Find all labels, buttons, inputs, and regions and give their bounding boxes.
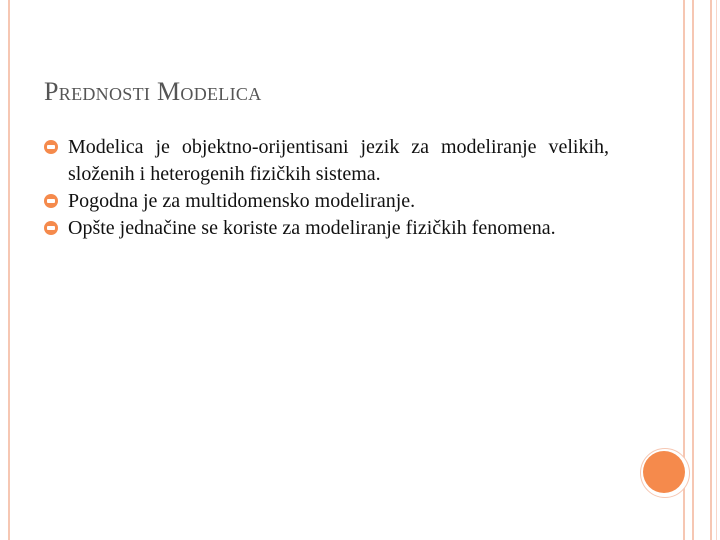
bullet-list xyxy=(44,134,609,242)
slide-title xyxy=(44,77,262,107)
bullet-item xyxy=(44,188,609,215)
right-accent-rule xyxy=(716,0,717,540)
bullet-text: Modelica je objektno-orijentisani jezik za modeliranje velikih, složenih i heterogenih fizičkih sistema. xyxy=(68,136,609,185)
right-accent-rule xyxy=(710,0,712,540)
left-accent-rule xyxy=(8,0,10,540)
bullet-text: Opšte jednačine se koriste za modeliranje fizičkih fenomena. xyxy=(68,217,556,239)
title-initial: P xyxy=(44,77,59,106)
bullet-text: Pogodna je za multidomensko modeliranje. xyxy=(68,190,416,212)
title-smallcaps: REDNOSTI xyxy=(58,84,151,104)
title-smallcaps: ODELICA xyxy=(180,84,262,104)
decorative-circle xyxy=(643,451,685,493)
right-accent-rule xyxy=(692,0,694,540)
bullet-item xyxy=(44,215,609,242)
bullet-icon xyxy=(44,140,58,154)
bullet-icon xyxy=(44,194,58,208)
bullet-item xyxy=(44,134,609,188)
bullet-icon xyxy=(44,221,58,235)
title-initial: M xyxy=(156,77,181,106)
